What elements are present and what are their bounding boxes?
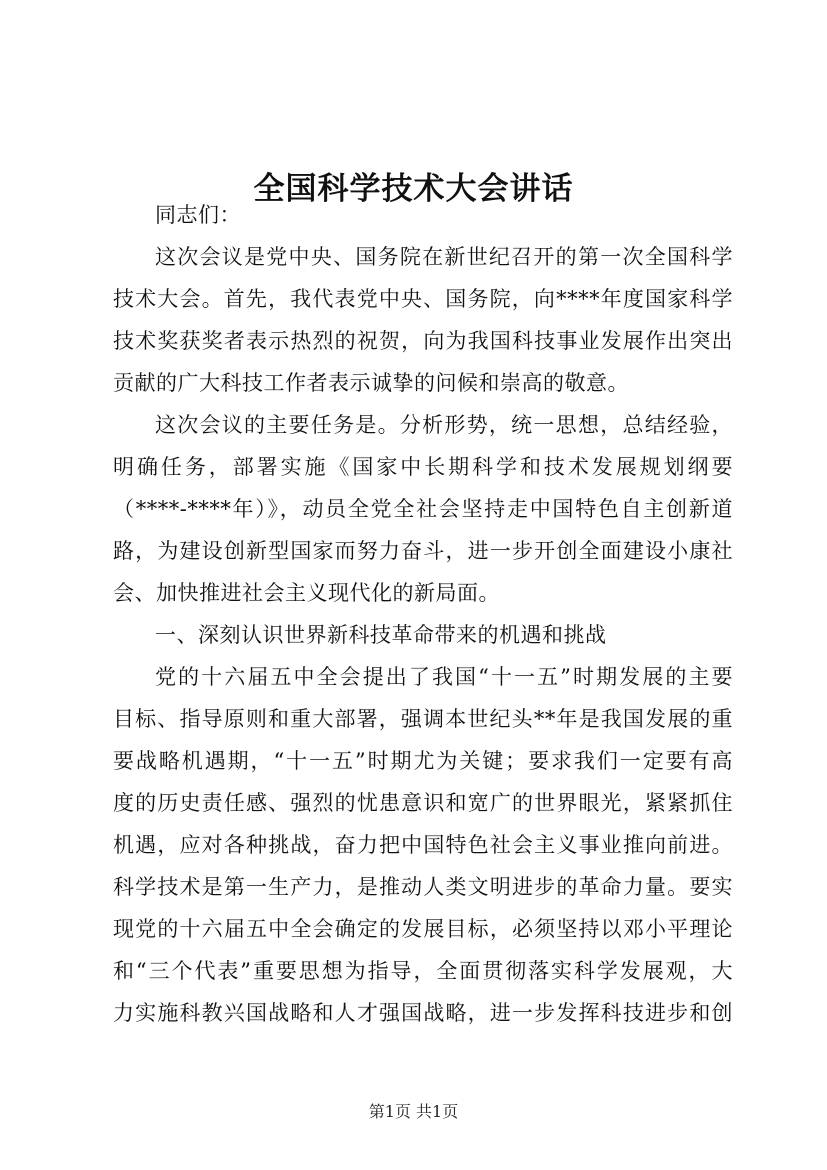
text-line: 现党的十六届五中全会确定的发展目标，必须坚持以邓小平理论 [113, 917, 733, 941]
text-line: 科学技术是第一生产力，是推动人类文明进步的革命力量。要实 [113, 875, 733, 899]
text-line: 这次会议是党中央、国务院在新世纪召开的第一次全国科学 [155, 245, 733, 269]
text-line: 力实施科教兴国战略和人才强国战略，进一步发挥科技进步和创 [113, 1001, 733, 1025]
text-line: 技术奖获奖者表示热烈的祝贺，向为我国科技事业发展作出突出 [113, 329, 733, 353]
text-line: 机遇，应对各种挑战，奋力把中国特色社会主义事业推向前进。 [113, 833, 733, 857]
text-line: 目标、指导原则和重大部署，强调本世纪头**年是我国发展的重 [113, 707, 733, 731]
text-line: 党的十六届五中全会提出了我国“十一五”时期发展的主要 [155, 665, 733, 689]
text-line: 路，为建设创新型国家而努力奋斗，进一步开创全面建设小康社 [113, 539, 733, 563]
text-line: 度的历史责任感、强烈的忧患意识和宽广的世界眼光，紧紧抓住 [113, 791, 733, 815]
text-line: 贡献的广大科技工作者表示诚挚的问候和崇高的敬意。 [113, 371, 629, 395]
section-heading: 一、深刻认识世界新科技革命带来的机遇和挑战 [155, 623, 607, 647]
text-line: 明确任务，部署实施《国家中长期科学和技术发展规划纲要 [113, 455, 733, 479]
text-line: 会、加快推进社会主义现代化的新局面。 [113, 581, 500, 605]
text-line: （****-****年）》，动员全党全社会坚持走中国特色自主创新道 [113, 497, 733, 521]
text-line: 要战略机遇期，“十一五”时期尤为关键；要求我们一定要有高 [113, 749, 733, 773]
text-line: 和“三个代表”重要思想为指导，全面贯彻落实科学发展观，大 [113, 959, 733, 983]
text-line: 技术大会。首先，我代表党中央、国务院，向****年度国家科学 [113, 287, 733, 311]
page-footer: 第1页 共1页 [368, 1102, 459, 1121]
text-line: 同志们： [155, 203, 241, 227]
page-title: 全国科学技术大会讲话 [253, 170, 574, 207]
text-line: 这次会议的主要任务是。分析形势，统一思想，总结经验， [155, 413, 733, 437]
